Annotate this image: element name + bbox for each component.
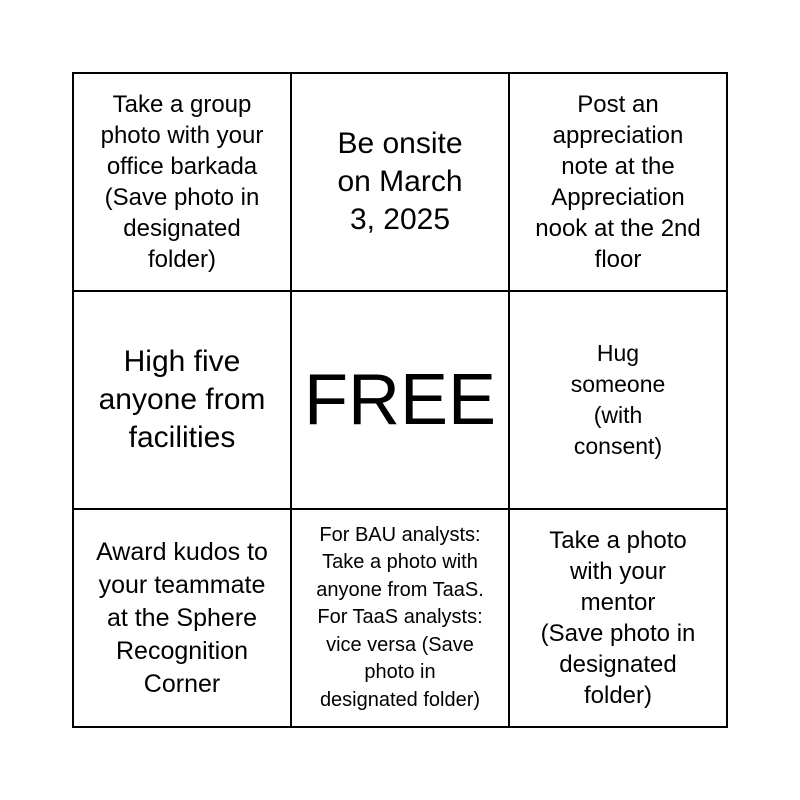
bingo-board bbox=[72, 72, 728, 728]
bingo-cell-mentor-photo[interactable]: Take a photo with your mentor (Save photo in designated folder) bbox=[510, 510, 728, 728]
bingo-cell-appreciation-note[interactable]: Post an appreciation note at the Appreciation nook at the 2nd floor bbox=[510, 74, 728, 292]
bingo-cell-free[interactable]: FREE bbox=[292, 292, 510, 510]
bingo-cell-group-photo[interactable]: Take a group photo with your office barkada (Save photo in designated folder) bbox=[74, 74, 292, 292]
bingo-cell-onsite[interactable]: Be onsite on March 3, 2025 bbox=[292, 74, 510, 292]
bingo-cell-high-five[interactable]: High five anyone from facilities bbox=[74, 292, 292, 510]
bingo-cell-hug[interactable]: Hug someone (with consent) bbox=[510, 292, 728, 510]
bingo-cell-bau-taas-photo[interactable]: For BAU analysts: Take a photo with anyone from TaaS. For TaaS analysts: vice versa (Save photo in designated folder) bbox=[292, 510, 510, 728]
bingo-cell-award-kudos[interactable]: Award kudos to your teammate at the Sphere Recognition Corner bbox=[74, 510, 292, 728]
